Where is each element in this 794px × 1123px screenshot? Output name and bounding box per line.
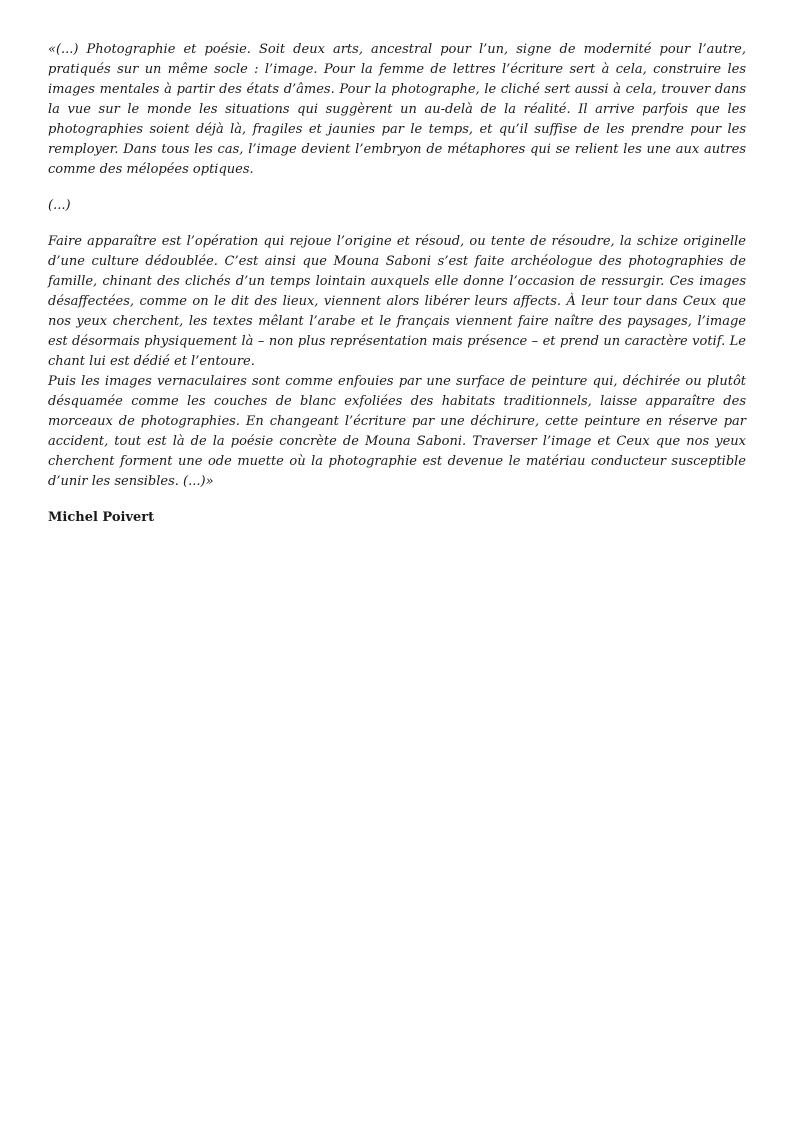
quote-paragraph-1: «(...) Photographie et poésie. Soit deux arts, ancestral pour l’un, signe de modernité pour l’autre, pratiqués sur un même socle : l’image. Pour la femme de lettres l’écriture sert à cela, construire les images mentales à partir des états d’âmes. Pour la photographe, le cliché sert aussi à cela, trouver dans la vue sur le monde les situations qui suggèrent un au-delà de la réalité. Il arrive parfois que les photographies soient déjà là, fragiles et jaunies par le temps, et qu’il suffise de les prendre pour les remployer. Dans tous les cas, l’image devient l’embryon de métaphores qui se relient les une aux autres comme des mélopées optiques.	[48, 42, 746, 177]
document-page	[48, 40, 746, 528]
author-name: Michel Poivert	[48, 510, 155, 525]
quote-paragraph-2: Faire apparaître est l’opération qui rejoue l’origine et résoud, ou tente de résoudre, la schize originelle d’une culture dédoublée. C’est ainsi que Mouna Saboni s’est faite archéologue des photographies de famille, chinant des clichés d’un temps lointain auxquels elle donne l’occasion de ressurgir. Ces images désaffectées, comme on le dit des lieux, viennent alors libérer leurs affects. À leur tour dans Ceux que nos yeux cherchent, les textes mêlant l’arabe et le français viennent faire naître des paysages, l’image est désormais physiquement là – non plus représentation mais présence – et prend un caractère votif. Le chant lui est dédié et l’entoure.	[48, 234, 746, 369]
quote-paragraph-3: Puis les images vernaculaires sont comme enfouies par une surface de peinture qui, déchirée ou plutôt désquamée comme les couches de blanc exfoliées des habitats traditionnels, laisse apparaître des morceaux de photographies. En changeant l’écriture par une déchirure, cette peinture en réserve par accident, tout est là de la poésie concrète de Mouna Saboni. Traverser l’image et Ceux que nos yeux cherchent forment une ode muette où la photographie est devenue le matériau conducteur susceptible d’unir les sensibles. (...)»	[48, 374, 746, 489]
quote-ellipsis: (...)	[48, 198, 71, 213]
